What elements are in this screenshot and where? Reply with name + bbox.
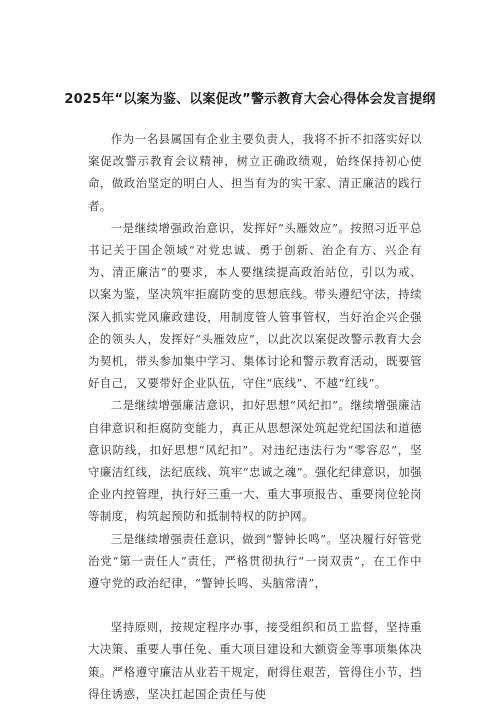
paragraph-responsibility-awareness: 三是继续增强责任意识，做到“警钟长鸣”。坚决履行好管党治党“第一责任人”责任，严格贯彻执行“一岗双责”，在工作中遵守党的政治纪律，“警钟长鸣、头脑常清”， [88,531,422,591]
paragraph-political-awareness: 一是继续增强政治意识，发挥好“头雁效应”。按照习近平总书记关于国企领域“对党忠诚、勇于创新、治企有方、兴企有为、清正廉洁”的要求，本人要继续提高政治站位，引以为戒、以案为鉴，坚决筑牢拒腐防变的思想底线。带头遵纪守法，持续深入抓实党风廉政建设，用制度管人管事管权，当好治企兴企强企的领头人，发挥好“头雁效应”，以此次以案促改警示教育大会为契机，带头参加集中学习、集体讨论和警示教育活动，既要管好自己，又要带好企业队伍，守住“底线”、不越“红线”。 [88,220,422,391]
document-title: 2025年“以案为鉴、以案促改”警示教育大会心得体会发言提纲 [64,92,436,107]
paragraph-principles: 坚持原则，按规定程序办事，接受组织和员工监督，坚持重大决策、重要人事任免、重大项目建设和大额资金等事项集体决策。严格遵守廉洁从业若干规定，耐得住艰苦，管得住小节，挡得住诱惑，坚决扛起国企责任与使 [88,620,422,701]
paragraph-integrity-awareness: 二是继续增强廉洁意识，扣好思想“风纪扣”。继续增强廉洁自律意识和拒腐防变能力，真正从思想深处筑起党纪国法和道德意识防线，扣好思想“风纪扣”。对违纪违法行为“零容忍”，坚守廉洁红线，法纪底线、筑牢“忠诚之魂”。强化纪律意识，加强企业内控管理，执行好三重一大、重大事项报告、重要岗位轮岗等制度，构筑起预防和抵制特权的防护网。 [88,398,422,524]
paragraph-intro: 作为一名县属国有企业主要负责人，我将不折不扣落实好以案促改警示教育会议精神，树立正确政绩观，始终保持初心使命，做政治坚定的明白人、担当有为的实干家、清正廉洁的践行者。 [88,132,422,213]
document-body [88,128,422,705]
